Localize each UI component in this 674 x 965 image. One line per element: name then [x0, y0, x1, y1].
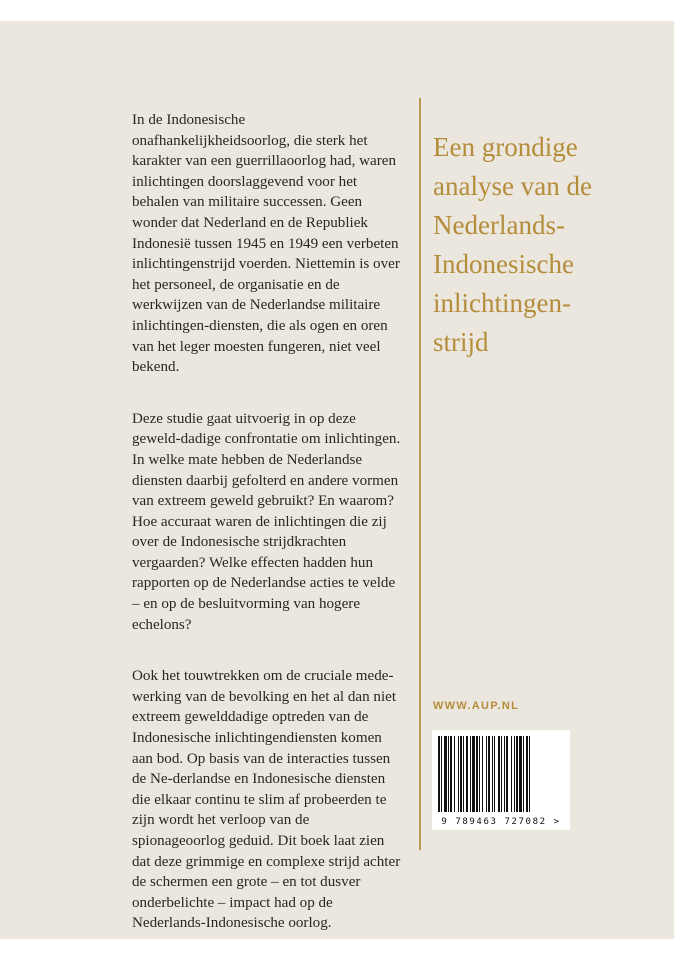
- blurb-text: [132, 110, 404, 965]
- blurb-paragraph-1: In de Indonesische onafhankelijkheidsoorlog, die sterk het karakter van een guerrillaoorlog had, waren inlichtingen doorslaggevend voor het behalen van militaire successen. Geen wonder dat Nederland en de Republiek Indonesië tussen 1945 en 1949 een verbeten inlichtingenstrijd voerden. Niettemin is over het personeel, de organisatie en de werkwijzen van de Nederlandse militaire inlichtingen-diensten, die als ogen en oren van het leger moesten fungeren, niet veel bekend.: [132, 112, 400, 376]
- barcode-bars-icon: [438, 736, 564, 812]
- tagline-line: strijd: [433, 327, 489, 357]
- publisher-url[interactable]: WWW.AUP.NL: [433, 700, 520, 712]
- tagline-line: Indonesische: [433, 249, 574, 279]
- tagline-line: inlichtingen-: [433, 288, 571, 318]
- tagline-line: Een grondige: [433, 132, 578, 162]
- tagline-line: analyse van de: [433, 171, 592, 201]
- blurb-paragraph-2: Deze studie gaat uitvoerig in op deze geweld-dadige confrontatie om inlichtingen. In welke mate hebben de Nederlandse diensten daarbij gefolterd en andere vormen van extreem geweld gebruikt? En waarom? Hoe accuraat waren de inlichtingen die zij over de Indonesische strijdkrachten vergaarden? Welke effecten hadden hun rapporten op de Nederlandse acties te velde – en op de besluitvorming van hogere echelons?: [132, 410, 401, 633]
- tagline-line: Nederlands-: [433, 210, 565, 240]
- tagline: [433, 128, 669, 362]
- isbn-barcode: [432, 730, 570, 830]
- vertical-divider: [419, 98, 421, 850]
- barcode-number: 9 789463 727082 >: [441, 817, 561, 827]
- blurb-paragraph-3: Ook het touwtrekken om de cruciale mede-werking van de bevolking en het al dan niet extreem gewelddadige optreden van de Indonesische inlichtingendiensten komen aan bod. Op basis van de interacties tussen de Ne-derlandse en Indonesische diensten die elkaar continu te slim af probeerden te zijn wordt het verloop van de spionageoorlog geduid. Dit boek laat zien dat deze grimmige en complexe strijd achter de schermen een grote – en tot dusver onderbelichte – impact had op de Nederlands-Indonesische oorlog.: [132, 668, 401, 932]
